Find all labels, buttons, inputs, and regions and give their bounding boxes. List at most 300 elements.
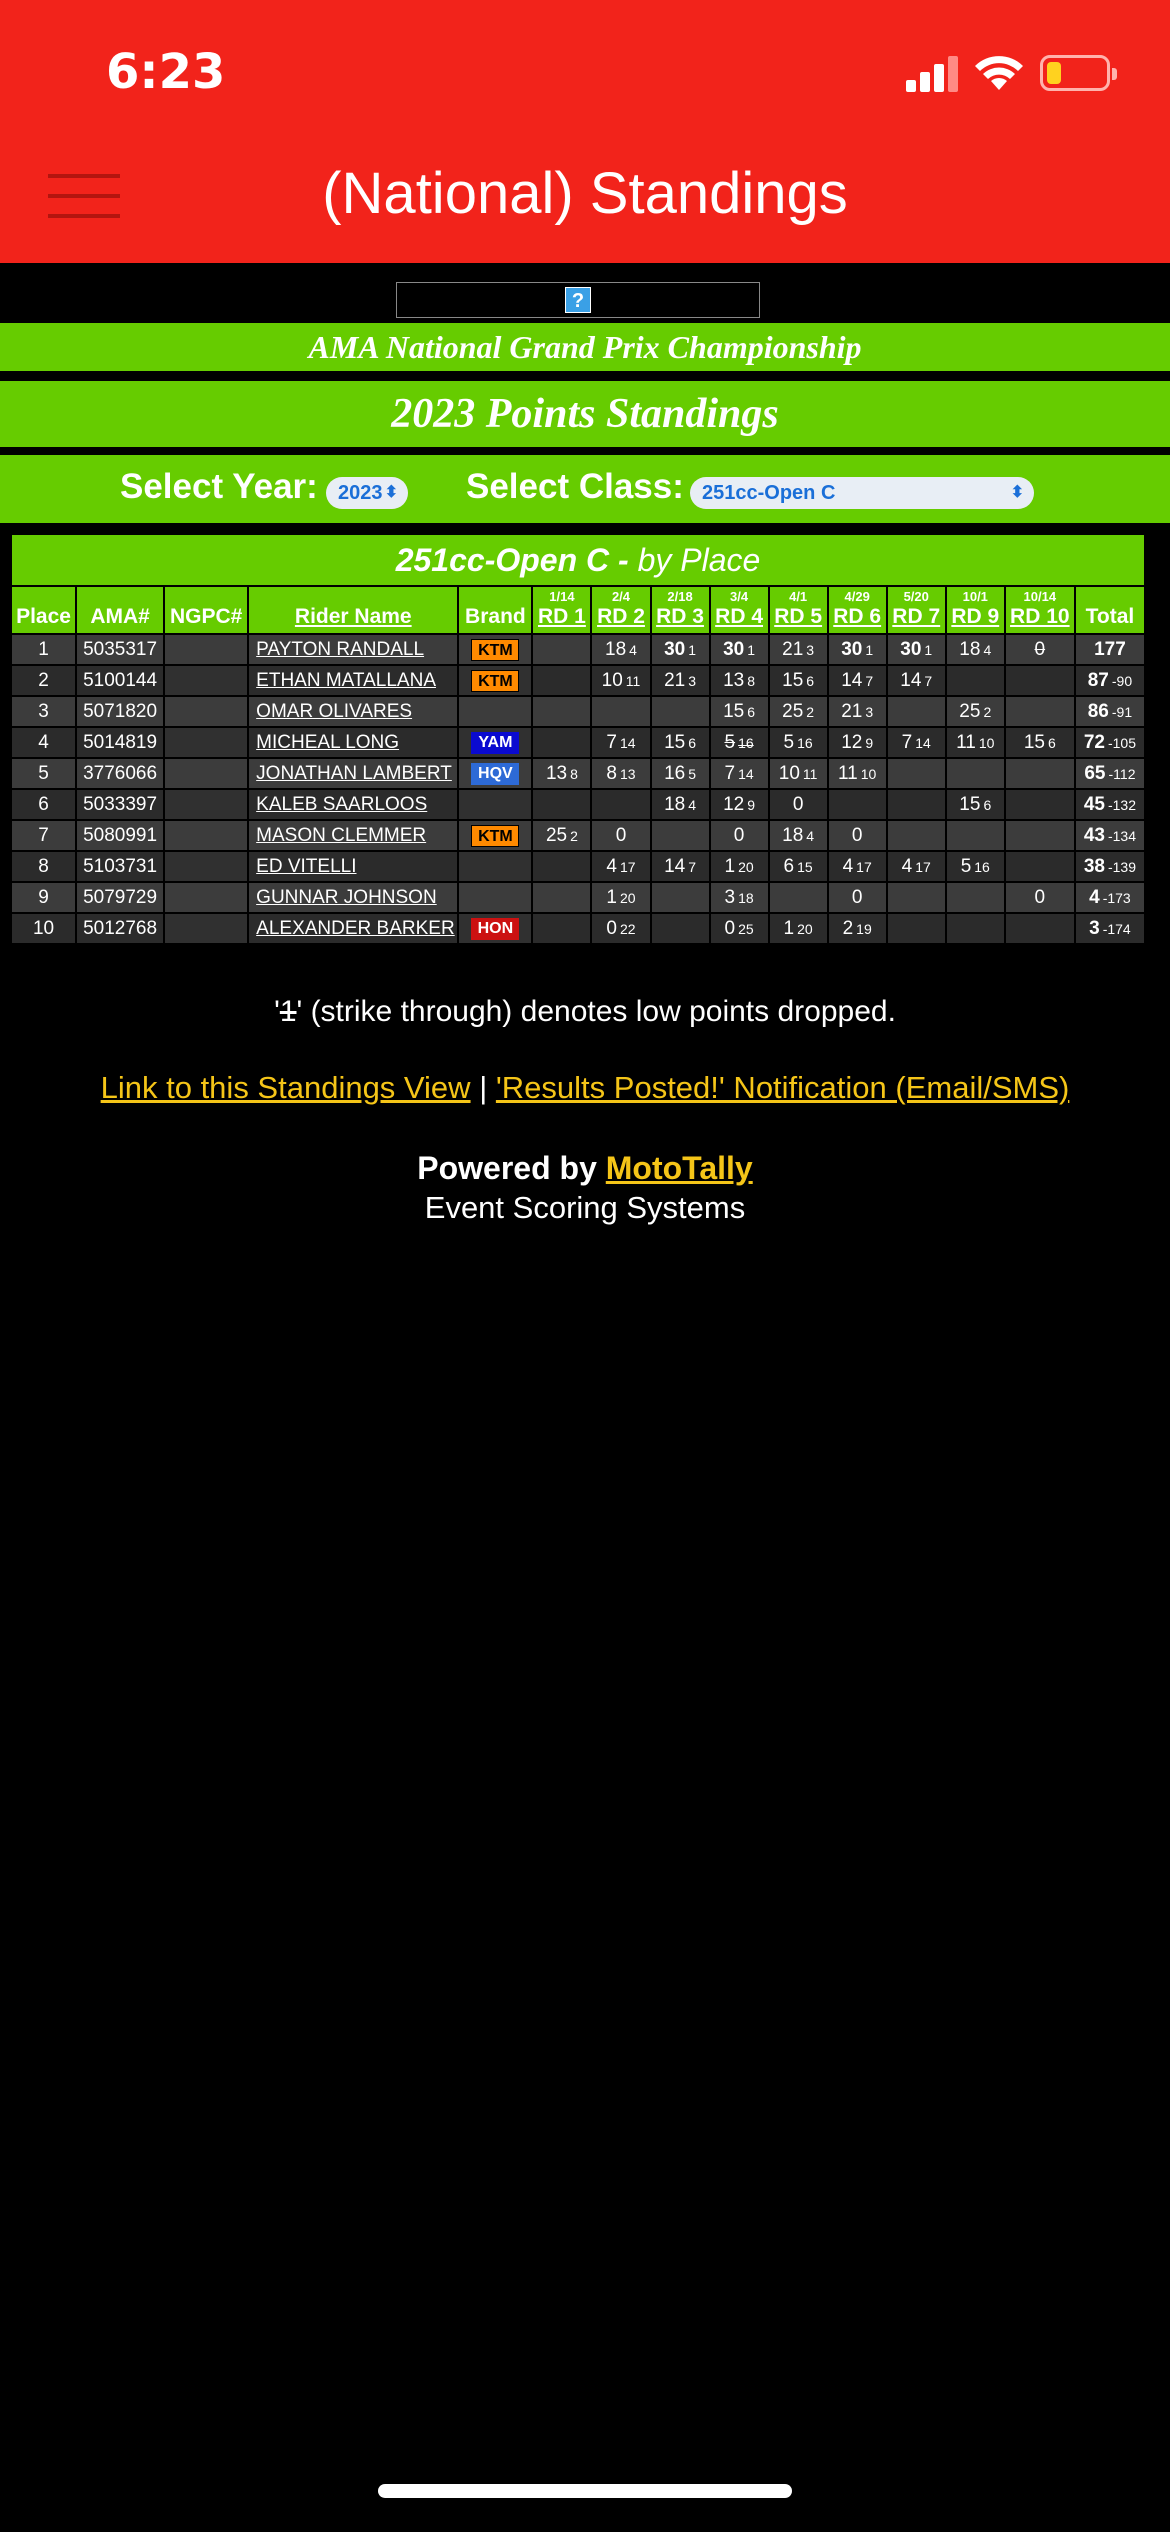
place-cell: 8	[12, 852, 75, 881]
total-cell	[1076, 728, 1144, 757]
round-points-cell	[1006, 635, 1074, 664]
round-points-cell	[1006, 821, 1074, 850]
total-points: 4	[1089, 886, 1100, 908]
round-points-cell	[711, 666, 768, 695]
rider-name-link[interactable]: GUNNAR JOHNSON	[249, 883, 457, 912]
ama-cell: 5103731	[77, 852, 163, 881]
points-value: 6	[783, 855, 795, 877]
total-points: 45	[1083, 793, 1105, 815]
round-points-cell	[652, 883, 709, 912]
round-points-cell	[592, 821, 649, 850]
round-points-cell	[711, 914, 768, 943]
points-behind: -91	[1111, 703, 1133, 720]
round-points-cell	[711, 728, 768, 757]
round-points-cell	[770, 883, 827, 912]
points-value: 30	[900, 638, 922, 660]
brand-cell	[459, 759, 531, 788]
table-row[interactable]	[12, 883, 1144, 912]
brand-cell	[459, 852, 531, 881]
championship-banner: AMA National Grand Prix Championship	[0, 323, 1170, 371]
round-label[interactable]: RD 3	[656, 605, 704, 628]
round-points-cell	[829, 728, 886, 757]
ngpc-cell	[165, 635, 247, 664]
table-header-row	[12, 587, 1144, 633]
round-points-cell	[888, 759, 945, 788]
round-points-cell	[592, 790, 649, 819]
round-points-cell	[533, 759, 590, 788]
table-row[interactable]	[12, 914, 1144, 943]
battery-icon	[1040, 55, 1110, 91]
round-points-cell	[652, 821, 709, 850]
finish-position: 20	[619, 889, 636, 906]
finish-position: 1	[865, 641, 874, 658]
round-points-cell	[652, 790, 709, 819]
round-date: 4/29	[844, 589, 870, 604]
footer-links	[0, 1070, 1170, 1106]
brand-cell	[459, 666, 531, 695]
round-points-cell	[829, 697, 886, 726]
round-points-cell	[947, 790, 1004, 819]
round-points-cell	[652, 666, 709, 695]
finish-position: 20	[797, 920, 813, 937]
finish-position: 16	[797, 734, 813, 751]
points-value: 8	[606, 762, 617, 784]
brand-badge: KTM	[471, 639, 519, 661]
table-row[interactable]	[12, 728, 1144, 757]
help-icon[interactable]: ?	[565, 287, 591, 313]
points-value: 18	[664, 793, 686, 815]
round-points-cell	[592, 666, 649, 695]
round-label[interactable]: RD 1	[538, 605, 586, 628]
round-points-cell	[888, 728, 945, 757]
table-title-class: 251cc-Open C -	[395, 542, 629, 578]
round-points-cell	[770, 759, 827, 788]
round-points-cell	[947, 728, 1004, 757]
finish-position: 6	[983, 796, 992, 813]
col-round-3[interactable]	[652, 587, 709, 633]
finish-position: 9	[865, 734, 874, 751]
chevron-updown-icon: ⬍	[384, 484, 398, 501]
finish-position: 4	[806, 827, 815, 844]
total-points: 87	[1087, 669, 1109, 691]
points-value: 15	[959, 793, 981, 815]
round-label[interactable]: RD 10	[1010, 605, 1070, 628]
round-points-cell	[533, 697, 590, 726]
round-points-cell	[592, 635, 649, 664]
round-points-cell	[1006, 790, 1074, 819]
class-select-value: 251cc-Open C	[702, 482, 836, 504]
brand-badge: HON	[471, 918, 519, 940]
finish-position: 14	[915, 734, 931, 751]
points-value: 0	[792, 793, 804, 815]
col-round-8[interactable]	[947, 587, 1004, 633]
ngpc-cell	[165, 821, 247, 850]
round-points-cell	[829, 914, 886, 943]
round-points-cell	[829, 852, 886, 881]
round-points-cell	[947, 666, 1004, 695]
round-points-cell	[947, 635, 1004, 664]
finish-position: 8	[570, 765, 578, 782]
col-ngpc[interactable]: NGPC#	[165, 587, 247, 633]
finish-position: 7	[865, 672, 874, 689]
finish-position: 14	[738, 765, 754, 782]
points-value: 7	[901, 731, 913, 753]
col-round-9[interactable]	[1006, 587, 1074, 633]
round-points-cell	[829, 821, 886, 850]
round-points-cell	[592, 697, 649, 726]
round-points-cell	[947, 883, 1004, 912]
round-points-cell	[533, 790, 590, 819]
points-behind: -132	[1107, 796, 1136, 813]
finish-position: 10	[978, 734, 995, 751]
points-value: 10	[778, 762, 800, 784]
points-value: 0	[606, 917, 617, 939]
points-value: 25	[782, 700, 804, 722]
finish-position: 20	[738, 858, 754, 875]
finish-position: 17	[619, 858, 636, 875]
table-row[interactable]	[12, 635, 1144, 664]
finish-position: 13	[619, 765, 636, 782]
finish-position: 3	[806, 641, 815, 658]
class-label: Select Class:	[466, 467, 684, 506]
points-value: 4	[842, 855, 854, 877]
col-round-7[interactable]	[888, 587, 945, 633]
points-behind: -174	[1102, 920, 1131, 937]
table-title-sort: by Place	[637, 542, 761, 578]
points-value: 0	[851, 886, 863, 908]
table-row[interactable]	[12, 852, 1144, 881]
total-points: 3	[1089, 917, 1100, 939]
round-points-cell	[770, 697, 827, 726]
round-date: 3/4	[730, 589, 749, 604]
status-time: 6:23	[106, 44, 226, 100]
total-points: 65	[1084, 762, 1106, 784]
finish-position: 10	[860, 765, 877, 782]
col-ama[interactable]: AMA#	[77, 587, 163, 633]
rider-name-link[interactable]: KALEB SAARLOOS	[249, 790, 457, 819]
ngpc-cell	[165, 759, 247, 788]
points-behind: -90	[1111, 672, 1133, 689]
finish-position: 6	[1047, 734, 1056, 751]
place-cell: 1	[12, 635, 75, 664]
place-cell: 4	[12, 728, 75, 757]
place-cell: 6	[12, 790, 75, 819]
points-value: 0	[733, 824, 745, 846]
round-points-cell	[1006, 914, 1074, 943]
round-points-cell	[533, 821, 590, 850]
points-value: 15	[723, 700, 745, 722]
points-behind: -173	[1102, 889, 1131, 906]
total-cell	[1076, 883, 1144, 912]
points-value: 14	[841, 669, 863, 691]
brand-badge: KTM	[471, 670, 519, 692]
col-round-5[interactable]	[770, 587, 827, 633]
round-points-cell	[592, 759, 649, 788]
points-value: 11	[838, 762, 858, 784]
col-rider[interactable]	[249, 587, 457, 633]
place-cell: 3	[12, 697, 75, 726]
brand-cell	[459, 697, 531, 726]
brand-cell	[459, 790, 531, 819]
finish-position: 2	[806, 703, 815, 720]
col-round-4[interactable]	[711, 587, 768, 633]
notification-link[interactable]: 'Results Posted!' Notification (Email/SMS)	[495, 1070, 1070, 1105]
points-behind: -105	[1107, 734, 1136, 751]
total-cell	[1076, 759, 1144, 788]
round-date: 10/1	[962, 589, 988, 604]
ama-cell: 5014819	[77, 728, 163, 757]
finish-position: 22	[619, 920, 636, 937]
note-strike-example: 1	[279, 995, 297, 1028]
round-points-cell	[652, 852, 709, 881]
col-total[interactable]: Total	[1076, 587, 1144, 633]
finish-position: 19	[856, 920, 872, 937]
points-value: 12	[841, 731, 863, 753]
finish-position: 8	[747, 672, 756, 689]
points-value: 4	[606, 855, 617, 877]
ama-cell: 5033397	[77, 790, 163, 819]
points-value: 15	[1023, 731, 1045, 753]
finish-position: 3	[865, 703, 874, 720]
finish-position: 4	[629, 641, 637, 658]
round-date: 4/1	[789, 589, 808, 604]
points-value: 25	[545, 824, 568, 846]
table-row[interactable]	[12, 697, 1144, 726]
brand-badge: KTM	[471, 825, 519, 847]
points-value: 18	[959, 638, 981, 660]
year-label: Select Year:	[120, 467, 318, 506]
round-points-cell	[770, 666, 827, 695]
finish-position: 6	[806, 672, 815, 689]
points-value: 16	[664, 762, 686, 784]
table-row[interactable]	[12, 821, 1144, 850]
finish-position: 7	[688, 858, 696, 875]
col-round-6[interactable]	[829, 587, 886, 633]
table-body	[12, 635, 1144, 943]
points-value: 15	[782, 669, 804, 691]
selector-row	[0, 455, 1170, 523]
points-value: 21	[841, 700, 863, 722]
total-cell	[1076, 914, 1144, 943]
points-value: 11	[956, 731, 976, 753]
points-behind: -134	[1107, 827, 1136, 844]
round-points-cell	[888, 852, 945, 881]
rider-name-link[interactable]: JONATHAN LAMBERT	[249, 759, 457, 788]
home-indicator[interactable]	[378, 2484, 792, 2498]
ngpc-cell	[165, 883, 247, 912]
total-cell	[1076, 697, 1144, 726]
round-label[interactable]: RD 2	[597, 605, 645, 628]
finish-position: 6	[747, 703, 756, 720]
finish-position: 15	[797, 858, 813, 875]
standings-view-link[interactable]: Link to this Standings View	[100, 1070, 471, 1105]
total-cell	[1076, 635, 1144, 664]
round-points-cell	[592, 728, 649, 757]
round-label[interactable]: RD 7	[892, 605, 941, 628]
round-points-cell	[947, 821, 1004, 850]
brand-badge: HQV	[471, 763, 519, 785]
table-row[interactable]	[12, 759, 1144, 788]
round-points-cell	[829, 759, 886, 788]
finish-position: 4	[688, 796, 696, 813]
place-cell: 5	[12, 759, 75, 788]
ama-cell: 3776066	[77, 759, 163, 788]
col-round-1[interactable]	[533, 587, 590, 633]
round-label[interactable]: RD 4	[715, 605, 764, 628]
points-value: 7	[724, 762, 736, 784]
rider-name-link[interactable]: PAYTON RANDALL	[249, 635, 457, 664]
round-date: 5/20	[903, 589, 929, 604]
round-points-cell	[770, 790, 827, 819]
finish-position: 2	[570, 827, 578, 844]
ama-cell: 5100144	[77, 666, 163, 695]
round-points-cell	[888, 697, 945, 726]
round-points-cell	[592, 852, 649, 881]
points-value: 5	[724, 731, 736, 753]
round-points-cell	[888, 790, 945, 819]
round-points-cell	[829, 790, 886, 819]
ama-cell: 5080991	[77, 821, 163, 850]
col-brand[interactable]: Brand	[459, 587, 531, 633]
ngpc-cell	[165, 666, 247, 695]
round-date: 2/18	[667, 589, 693, 604]
standings-table	[12, 535, 1144, 945]
round-points-cell	[592, 914, 649, 943]
finish-position: 1	[688, 641, 696, 658]
rider-name-link[interactable]: MASON CLEMMER	[249, 821, 457, 850]
total-points: 86	[1087, 700, 1109, 722]
link-separator: |	[479, 1070, 488, 1105]
rider-name-link[interactable]: ED VITELLI	[249, 852, 457, 881]
total-points: 72	[1083, 731, 1105, 753]
round-points-cell	[711, 790, 768, 819]
round-points-cell	[1006, 728, 1074, 757]
finish-position: 16	[738, 734, 754, 751]
round-points-cell	[947, 697, 1004, 726]
finish-position: 7	[924, 672, 933, 689]
ngpc-cell	[165, 790, 247, 819]
rider-name-link[interactable]: ALEXANDER BARKER	[249, 914, 457, 943]
round-points-cell	[947, 914, 1004, 943]
round-points-cell	[829, 666, 886, 695]
ngpc-cell	[165, 852, 247, 881]
total-cell	[1076, 790, 1144, 819]
total-cell	[1076, 852, 1144, 881]
round-points-cell	[770, 821, 827, 850]
place-cell: 10	[12, 914, 75, 943]
round-date: 10/14	[1023, 589, 1057, 604]
finish-position: 16	[974, 858, 990, 875]
finish-position: 1	[747, 641, 756, 658]
points-value: 5	[783, 731, 795, 753]
ngpc-cell	[165, 697, 247, 726]
round-points-cell	[652, 635, 709, 664]
round-points-cell	[1006, 883, 1074, 912]
points-value: 21	[664, 669, 686, 691]
help-box	[396, 282, 760, 318]
round-points-cell	[652, 728, 709, 757]
place-cell: 7	[12, 821, 75, 850]
total-cell	[1076, 666, 1144, 695]
round-label[interactable]: RD 6	[833, 605, 882, 628]
ama-cell: 5012768	[77, 914, 163, 943]
finish-position: 17	[856, 858, 872, 875]
round-points-cell	[711, 883, 768, 912]
mototally-link[interactable]: MotoTally	[605, 1150, 753, 1186]
points-value: 0	[1034, 886, 1046, 908]
rider-name-link[interactable]: MICHEAL LONG	[249, 728, 457, 757]
class-select[interactable]	[690, 477, 1034, 509]
col-round-2[interactable]	[592, 587, 649, 633]
finish-position: 1	[924, 641, 933, 658]
round-points-cell	[533, 635, 590, 664]
round-points-cell	[888, 821, 945, 850]
points-value: 7	[606, 731, 617, 753]
col-rider-label[interactable]: Rider Name	[294, 605, 412, 628]
points-value: 13	[723, 669, 745, 691]
round-points-cell	[1006, 666, 1074, 695]
points-value: 30	[841, 638, 863, 660]
points-behind: -139	[1107, 858, 1136, 875]
finish-position: 6	[688, 734, 696, 751]
finish-position: 14	[619, 734, 636, 751]
year-select[interactable]	[326, 477, 408, 509]
points-value: 5	[960, 855, 972, 877]
round-points-cell	[533, 883, 590, 912]
round-points-cell	[829, 883, 886, 912]
points-value: 0	[851, 824, 863, 846]
round-points-cell	[533, 852, 590, 881]
points-value: 13	[545, 762, 568, 784]
table-row[interactable]	[12, 790, 1144, 819]
round-points-cell	[888, 883, 945, 912]
year-select-value: 2023	[338, 482, 383, 504]
round-points-cell	[888, 914, 945, 943]
rider-name-link[interactable]: ETHAN MATALLANA	[249, 666, 457, 695]
round-points-cell	[711, 697, 768, 726]
col-place[interactable]: Place	[12, 587, 75, 633]
round-points-cell	[711, 852, 768, 881]
rider-name-link[interactable]: OMAR OLIVARES	[249, 697, 457, 726]
round-points-cell	[770, 635, 827, 664]
points-value: 2	[842, 917, 854, 939]
finish-position: 25	[738, 920, 754, 937]
round-points-cell	[652, 697, 709, 726]
round-points-cell	[533, 666, 590, 695]
points-value: 18	[782, 824, 804, 846]
round-label[interactable]: RD 5	[774, 605, 823, 628]
points-value: 0	[1034, 638, 1046, 660]
brand-cell	[459, 914, 531, 943]
brand-cell	[459, 728, 531, 757]
table-row[interactable]	[12, 666, 1144, 695]
brand-cell	[459, 635, 531, 664]
finish-position: 2	[983, 703, 992, 720]
round-points-cell	[888, 635, 945, 664]
note-quote: '	[274, 995, 280, 1028]
note-text: ' (strike through) denotes low points dropped.	[296, 995, 896, 1028]
points-value: 14	[900, 669, 922, 691]
ngpc-cell	[165, 728, 247, 757]
wifi-icon	[974, 52, 1024, 92]
ngpc-cell	[165, 914, 247, 943]
round-label[interactable]: RD 9	[951, 605, 1000, 628]
round-date: 2/4	[611, 589, 631, 604]
chevron-updown-icon: ⬍	[1010, 484, 1024, 501]
ama-cell: 5035317	[77, 635, 163, 664]
round-points-cell	[711, 821, 768, 850]
finish-position: 18	[738, 889, 754, 906]
